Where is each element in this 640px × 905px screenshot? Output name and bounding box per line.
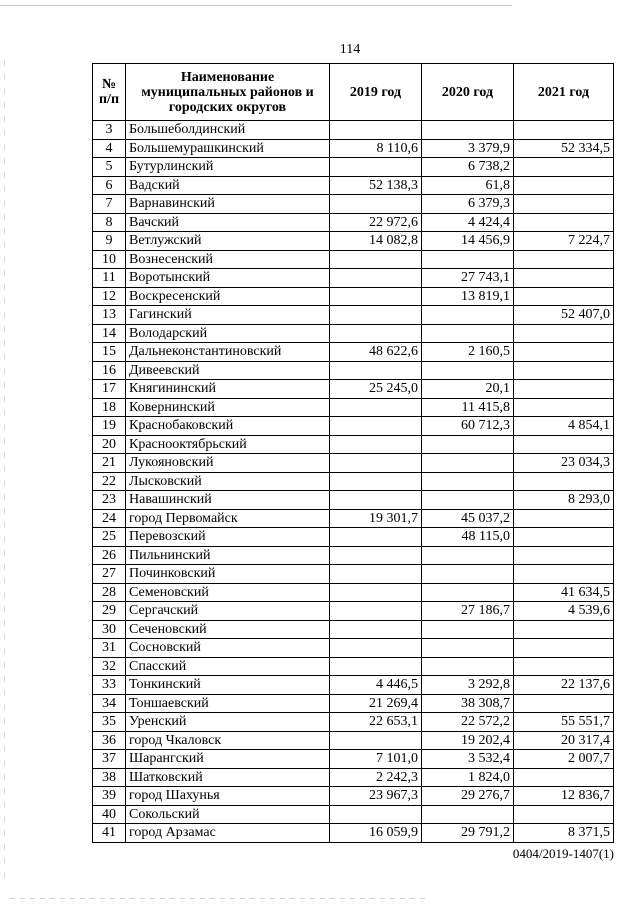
table-row	[93, 306, 614, 325]
value-2020	[422, 565, 514, 584]
district-name: Пильнинский	[126, 546, 330, 565]
row-number: 7	[93, 195, 126, 214]
table-body	[93, 121, 614, 843]
value-2021	[514, 213, 614, 232]
row-number: 21	[93, 454, 126, 473]
row-number: 20	[93, 435, 126, 454]
value-2021: 41 634,5	[514, 583, 614, 602]
district-name: Сосновский	[126, 639, 330, 658]
district-name: город Арзамас	[126, 824, 330, 843]
district-name: Вознесенский	[126, 250, 330, 269]
value-2019: 4 446,5	[330, 676, 422, 695]
value-2021	[514, 657, 614, 676]
value-2019	[330, 546, 422, 565]
row-number: 19	[93, 417, 126, 436]
value-2019: 22 653,1	[330, 713, 422, 732]
value-2019: 8 110,6	[330, 139, 422, 158]
row-number: 28	[93, 583, 126, 602]
value-2020: 38 308,7	[422, 694, 514, 713]
row-number: 10	[93, 250, 126, 269]
table-row	[93, 176, 614, 195]
row-number: 34	[93, 694, 126, 713]
value-2020: 27 743,1	[422, 269, 514, 288]
district-name: Гагинский	[126, 306, 330, 325]
table-row	[93, 565, 614, 584]
table-row	[93, 768, 614, 787]
value-2021	[514, 620, 614, 639]
page-number: 114	[339, 42, 361, 57]
value-2021	[514, 287, 614, 306]
header-2019: 2019 год	[330, 64, 422, 121]
district-name: Воскресенский	[126, 287, 330, 306]
table-row	[93, 676, 614, 695]
district-name: Спасский	[126, 657, 330, 676]
value-2020	[422, 805, 514, 824]
district-name: Большеболдинский	[126, 121, 330, 140]
table-row	[93, 195, 614, 214]
value-2019	[330, 657, 422, 676]
row-number: 6	[93, 176, 126, 195]
value-2019	[330, 528, 422, 547]
row-number: 41	[93, 824, 126, 843]
value-2021	[514, 805, 614, 824]
value-2020: 6 379,3	[422, 195, 514, 214]
district-name: Большемурашкинский	[126, 139, 330, 158]
value-2020	[422, 491, 514, 510]
value-2021	[514, 509, 614, 528]
scan-edge-left	[4, 60, 5, 880]
value-2019: 48 622,6	[330, 343, 422, 362]
table-row	[93, 750, 614, 769]
value-2019	[330, 269, 422, 288]
district-name: Дивеевский	[126, 361, 330, 380]
value-2021	[514, 528, 614, 547]
row-number: 23	[93, 491, 126, 510]
value-2019	[330, 491, 422, 510]
table-row	[93, 213, 614, 232]
value-2019	[330, 805, 422, 824]
value-2021: 22 137,6	[514, 676, 614, 695]
district-name: Княгининский	[126, 380, 330, 399]
district-name: Уренский	[126, 713, 330, 732]
district-name: Бутурлинский	[126, 158, 330, 177]
table-row	[93, 787, 614, 806]
district-name: Тонкинский	[126, 676, 330, 695]
value-2021: 4 539,6	[514, 602, 614, 621]
district-name: Воротынский	[126, 269, 330, 288]
row-number: 16	[93, 361, 126, 380]
header-name: Наименование муниципальных районов и городских округов	[126, 64, 330, 121]
value-2019	[330, 287, 422, 306]
row-number: 26	[93, 546, 126, 565]
value-2021: 52 407,0	[514, 306, 614, 325]
value-2019	[330, 565, 422, 584]
district-name: Навашинский	[126, 491, 330, 510]
value-2020: 11 415,8	[422, 398, 514, 417]
value-2019: 23 967,3	[330, 787, 422, 806]
value-2019	[330, 472, 422, 491]
value-2019: 25 245,0	[330, 380, 422, 399]
scan-edge-top	[0, 5, 512, 6]
table-row	[93, 657, 614, 676]
table-row	[93, 824, 614, 843]
value-2020: 13 819,1	[422, 287, 514, 306]
table-row	[93, 269, 614, 288]
district-name: Краснооктябрьский	[126, 435, 330, 454]
district-name: город Шахунья	[126, 787, 330, 806]
value-2020: 22 572,2	[422, 713, 514, 732]
table-row	[93, 472, 614, 491]
value-2020	[422, 435, 514, 454]
value-2021	[514, 361, 614, 380]
value-2021: 2 007,7	[514, 750, 614, 769]
row-number: 36	[93, 731, 126, 750]
header-num: № п/п	[93, 64, 126, 121]
data-table	[92, 63, 614, 843]
row-number: 31	[93, 639, 126, 658]
value-2021	[514, 768, 614, 787]
table-row	[93, 620, 614, 639]
value-2021: 4 854,1	[514, 417, 614, 436]
value-2019	[330, 435, 422, 454]
table-row	[93, 287, 614, 306]
row-number: 33	[93, 676, 126, 695]
value-2021: 8 371,5	[514, 824, 614, 843]
row-number: 9	[93, 232, 126, 251]
district-name: Семеновский	[126, 583, 330, 602]
row-number: 14	[93, 324, 126, 343]
value-2020: 1 824,0	[422, 768, 514, 787]
value-2019	[330, 602, 422, 621]
value-2021	[514, 546, 614, 565]
value-2020: 2 160,5	[422, 343, 514, 362]
value-2021: 55 551,7	[514, 713, 614, 732]
value-2021	[514, 380, 614, 399]
value-2020: 19 202,4	[422, 731, 514, 750]
value-2021: 23 034,3	[514, 454, 614, 473]
value-2021: 20 317,4	[514, 731, 614, 750]
district-name: Лукояновский	[126, 454, 330, 473]
value-2021	[514, 472, 614, 491]
value-2021: 7 224,7	[514, 232, 614, 251]
row-number: 40	[93, 805, 126, 824]
header-2020: 2020 год	[422, 64, 514, 121]
value-2020	[422, 639, 514, 658]
row-number: 39	[93, 787, 126, 806]
value-2020	[422, 250, 514, 269]
header-2021: 2021 год	[514, 64, 614, 121]
table-row	[93, 713, 614, 732]
table-row	[93, 250, 614, 269]
value-2021	[514, 639, 614, 658]
row-number: 18	[93, 398, 126, 417]
value-2019	[330, 398, 422, 417]
row-number: 11	[93, 269, 126, 288]
value-2020: 14 456,9	[422, 232, 514, 251]
district-name: Шатковский	[126, 768, 330, 787]
district-name: Краснобаковский	[126, 417, 330, 436]
value-2020	[422, 361, 514, 380]
district-name: Вадский	[126, 176, 330, 195]
table-row	[93, 380, 614, 399]
value-2020: 48 115,0	[422, 528, 514, 547]
table-row	[93, 417, 614, 436]
value-2019: 19 301,7	[330, 509, 422, 528]
value-2019	[330, 324, 422, 343]
value-2020: 3 532,4	[422, 750, 514, 769]
row-number: 35	[93, 713, 126, 732]
value-2019	[330, 250, 422, 269]
value-2020	[422, 620, 514, 639]
value-2019	[330, 121, 422, 140]
scan-edge-bottom	[10, 898, 430, 899]
value-2021	[514, 343, 614, 362]
value-2019	[330, 158, 422, 177]
value-2019	[330, 195, 422, 214]
value-2021	[514, 158, 614, 177]
value-2021	[514, 398, 614, 417]
row-number: 15	[93, 343, 126, 362]
row-number: 37	[93, 750, 126, 769]
district-name: Ковернинский	[126, 398, 330, 417]
value-2019	[330, 620, 422, 639]
value-2021	[514, 250, 614, 269]
district-name: Починковский	[126, 565, 330, 584]
district-name: Сокольский	[126, 805, 330, 824]
district-name: Лысковский	[126, 472, 330, 491]
row-number: 8	[93, 213, 126, 232]
value-2020	[422, 121, 514, 140]
table-row	[93, 158, 614, 177]
value-2020: 61,8	[422, 176, 514, 195]
row-number: 13	[93, 306, 126, 325]
value-2020: 27 186,7	[422, 602, 514, 621]
row-number: 17	[93, 380, 126, 399]
table-row	[93, 528, 614, 547]
row-number: 4	[93, 139, 126, 158]
value-2021	[514, 269, 614, 288]
value-2020	[422, 306, 514, 325]
district-name: город Первомайск	[126, 509, 330, 528]
value-2019	[330, 361, 422, 380]
district-name: Ветлужский	[126, 232, 330, 251]
value-2021	[514, 694, 614, 713]
table-row	[93, 324, 614, 343]
row-number: 32	[93, 657, 126, 676]
district-name: Володарский	[126, 324, 330, 343]
value-2020	[422, 324, 514, 343]
row-number: 24	[93, 509, 126, 528]
table-row	[93, 583, 614, 602]
value-2020: 3 292,8	[422, 676, 514, 695]
value-2020: 60 712,3	[422, 417, 514, 436]
district-name: город Чкаловск	[126, 731, 330, 750]
table-row	[93, 454, 614, 473]
value-2019: 7 101,0	[330, 750, 422, 769]
table-row	[93, 343, 614, 362]
value-2021	[514, 435, 614, 454]
table-row	[93, 435, 614, 454]
value-2019: 52 138,3	[330, 176, 422, 195]
table-row	[93, 232, 614, 251]
table-row	[93, 805, 614, 824]
value-2021: 8 293,0	[514, 491, 614, 510]
value-2020	[422, 454, 514, 473]
table-row	[93, 398, 614, 417]
table-row	[93, 509, 614, 528]
value-2019	[330, 417, 422, 436]
table-row	[93, 546, 614, 565]
row-number: 29	[93, 602, 126, 621]
value-2020: 45 037,2	[422, 509, 514, 528]
value-2019	[330, 639, 422, 658]
district-name: Сергачский	[126, 602, 330, 621]
value-2021: 12 836,7	[514, 787, 614, 806]
table-row	[93, 602, 614, 621]
document-code: 0404/2019-1407(1)	[512, 846, 614, 861]
value-2019: 2 242,3	[330, 768, 422, 787]
value-2020: 20,1	[422, 380, 514, 399]
table-row	[93, 139, 614, 158]
row-number: 38	[93, 768, 126, 787]
value-2021	[514, 176, 614, 195]
value-2019: 21 269,4	[330, 694, 422, 713]
value-2021	[514, 324, 614, 343]
district-name: Дальнеконстантиновский	[126, 343, 330, 362]
row-number: 12	[93, 287, 126, 306]
table-row	[93, 639, 614, 658]
value-2020: 3 379,9	[422, 139, 514, 158]
value-2020	[422, 546, 514, 565]
row-number: 27	[93, 565, 126, 584]
district-name: Варнавинский	[126, 195, 330, 214]
table-row	[93, 491, 614, 510]
value-2019: 14 082,8	[330, 232, 422, 251]
district-name: Вачский	[126, 213, 330, 232]
value-2019	[330, 731, 422, 750]
district-name: Сеченовский	[126, 620, 330, 639]
value-2021	[514, 195, 614, 214]
table-header-row	[93, 64, 614, 121]
value-2019	[330, 454, 422, 473]
table-row	[93, 361, 614, 380]
value-2021: 52 334,5	[514, 139, 614, 158]
table-row	[93, 731, 614, 750]
district-name: Перевозский	[126, 528, 330, 547]
row-number: 3	[93, 121, 126, 140]
value-2019: 16 059,9	[330, 824, 422, 843]
row-number: 5	[93, 158, 126, 177]
district-name: Шарангский	[126, 750, 330, 769]
value-2019	[330, 583, 422, 602]
row-number: 30	[93, 620, 126, 639]
row-number: 25	[93, 528, 126, 547]
value-2020: 6 738,2	[422, 158, 514, 177]
table-row	[93, 694, 614, 713]
value-2020	[422, 657, 514, 676]
value-2020	[422, 472, 514, 491]
value-2019: 22 972,6	[330, 213, 422, 232]
value-2021	[514, 565, 614, 584]
value-2020: 4 424,4	[422, 213, 514, 232]
row-number: 22	[93, 472, 126, 491]
value-2020: 29 276,7	[422, 787, 514, 806]
value-2021	[514, 121, 614, 140]
value-2020	[422, 583, 514, 602]
district-name: Тоншаевский	[126, 694, 330, 713]
value-2019	[330, 306, 422, 325]
value-2020: 29 791,2	[422, 824, 514, 843]
table-row	[93, 121, 614, 140]
